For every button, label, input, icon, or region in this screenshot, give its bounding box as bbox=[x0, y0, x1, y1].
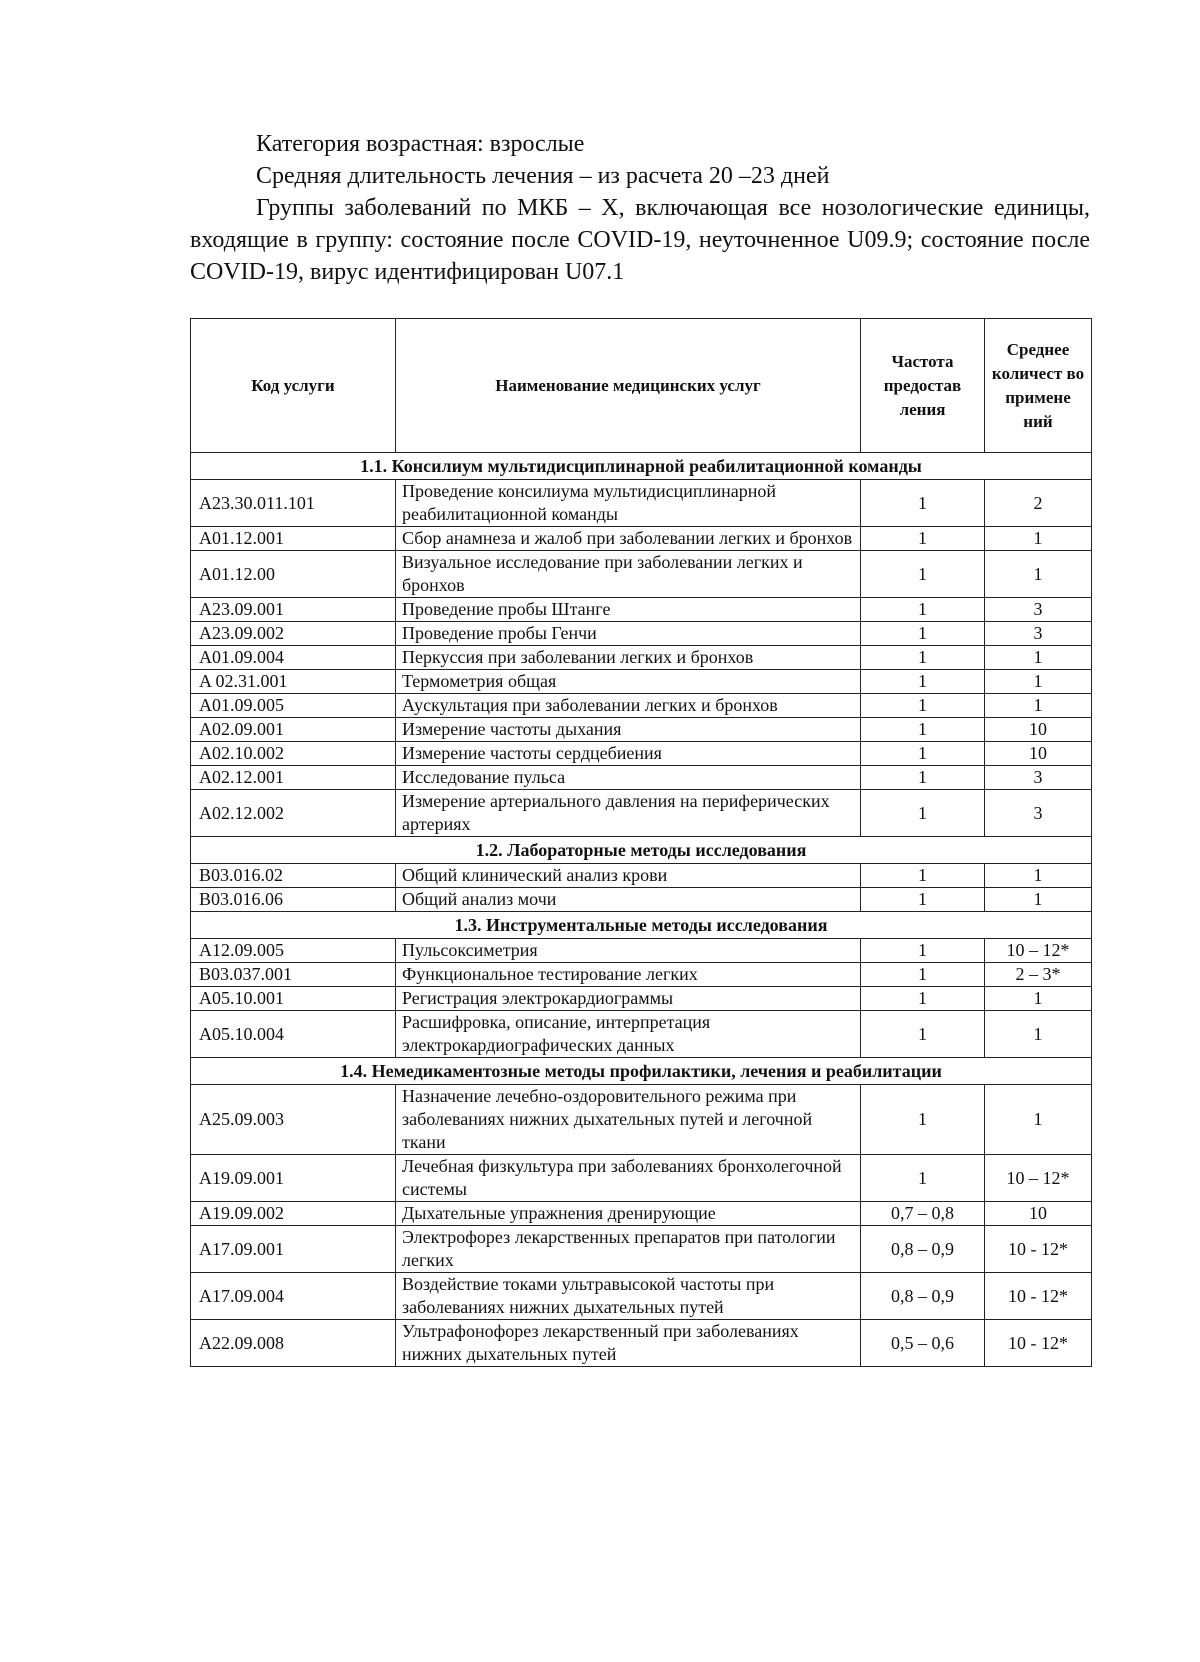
table-row bbox=[191, 646, 1092, 670]
intro-block bbox=[190, 128, 1090, 288]
table-row bbox=[191, 598, 1092, 622]
frequency-value: 1 bbox=[861, 694, 985, 718]
average-count-value: 10 – 12* bbox=[985, 1155, 1092, 1202]
table-row bbox=[191, 1011, 1092, 1058]
frequency-value: 0,8 – 0,9 bbox=[861, 1226, 985, 1273]
average-count-value: 10 - 12* bbox=[985, 1320, 1092, 1367]
frequency-value: 1 bbox=[861, 987, 985, 1011]
average-count-value: 1 bbox=[985, 694, 1092, 718]
service-code: A02.12.002 bbox=[191, 790, 396, 837]
service-code: A23.09.001 bbox=[191, 598, 396, 622]
service-code: A02.09.001 bbox=[191, 718, 396, 742]
service-code: A12.09.005 bbox=[191, 939, 396, 963]
frequency-value: 1 bbox=[861, 742, 985, 766]
average-count-value: 1 bbox=[985, 1085, 1092, 1155]
frequency-value: 1 bbox=[861, 864, 985, 888]
age-category: Категория возрастная: взрослые bbox=[256, 131, 585, 157]
service-code: A19.09.001 bbox=[191, 1155, 396, 1202]
section-title: 1.1. Консилиум мультидисциплинарной реабилитационной команды bbox=[191, 453, 1092, 480]
service-name: Проведение консилиума мультидисциплинарной реабилитационной команды bbox=[396, 480, 861, 527]
service-name: Воздействие токами ультравысокой частоты при заболеваниях нижних дыхательных путей bbox=[396, 1273, 861, 1320]
header-frequency: Частота предостав ления bbox=[861, 319, 985, 453]
frequency-value: 1 bbox=[861, 551, 985, 598]
average-count-value: 1 bbox=[985, 527, 1092, 551]
service-name: Дыхательные упражнения дренирующие bbox=[396, 1202, 861, 1226]
table-row bbox=[191, 1273, 1092, 1320]
header-row bbox=[191, 319, 1092, 453]
service-name: Функциональное тестирование легких bbox=[396, 963, 861, 987]
service-name: Общий клинический анализ крови bbox=[396, 864, 861, 888]
service-name: Перкуссия при заболевании легких и бронхов bbox=[396, 646, 861, 670]
table-row bbox=[191, 939, 1092, 963]
table-row bbox=[191, 718, 1092, 742]
service-name: Пульсоксиметрия bbox=[396, 939, 861, 963]
section-row bbox=[191, 453, 1092, 480]
header-average-count: Среднее количест во примене ний bbox=[985, 319, 1092, 453]
table-row bbox=[191, 1202, 1092, 1226]
frequency-value: 1 bbox=[861, 1155, 985, 1202]
frequency-value: 1 bbox=[861, 622, 985, 646]
average-count-value: 1 bbox=[985, 551, 1092, 598]
table-row bbox=[191, 987, 1092, 1011]
disease-groups: Группы заболеваний по МКБ – X, включающая все нозологические единицы, входящие в группу: состояние после COVID-19, неуточненное U09.9; состояние после COVID-19, вирус идентифицирован U07.1 bbox=[190, 195, 1090, 285]
service-code: A05.10.001 bbox=[191, 987, 396, 1011]
average-count-value: 1 bbox=[985, 670, 1092, 694]
table-row bbox=[191, 1085, 1092, 1155]
average-count-value: 10 bbox=[985, 742, 1092, 766]
service-code: B03.037.001 bbox=[191, 963, 396, 987]
average-count-value: 3 bbox=[985, 766, 1092, 790]
service-code: A23.09.002 bbox=[191, 622, 396, 646]
service-name: Сбор анамнеза и жалоб при заболевании легких и бронхов bbox=[396, 527, 861, 551]
header-name: Наименование медицинских услуг bbox=[396, 319, 861, 453]
frequency-value: 1 bbox=[861, 480, 985, 527]
service-code: A01.12.001 bbox=[191, 527, 396, 551]
average-count-value: 10 – 12* bbox=[985, 939, 1092, 963]
service-name: Проведение пробы Штанге bbox=[396, 598, 861, 622]
service-code: A23.30.011.101 bbox=[191, 480, 396, 527]
table-row bbox=[191, 1320, 1092, 1367]
table-row bbox=[191, 480, 1092, 527]
service-name: Измерение частоты дыхания bbox=[396, 718, 861, 742]
table-row bbox=[191, 790, 1092, 837]
average-count-value: 1 bbox=[985, 646, 1092, 670]
services-table bbox=[190, 318, 1092, 1367]
service-code: A22.09.008 bbox=[191, 1320, 396, 1367]
service-code: A01.09.005 bbox=[191, 694, 396, 718]
frequency-value: 1 bbox=[861, 888, 985, 912]
service-code: B03.016.02 bbox=[191, 864, 396, 888]
frequency-value: 1 bbox=[861, 646, 985, 670]
frequency-value: 1 bbox=[861, 1011, 985, 1058]
service-code: A02.12.001 bbox=[191, 766, 396, 790]
section-title: 1.4. Немедикаментозные методы профилактики, лечения и реабилитации bbox=[191, 1058, 1092, 1085]
service-name: Лечебная физкультура при заболеваниях бронхолегочной системы bbox=[396, 1155, 861, 1202]
table-row bbox=[191, 1155, 1092, 1202]
service-name: Ультрафонофорез лекарственный при заболеваниях нижних дыхательных путей bbox=[396, 1320, 861, 1367]
average-count-value: 1 bbox=[985, 864, 1092, 888]
service-code: A01.12.00 bbox=[191, 551, 396, 598]
table-row bbox=[191, 551, 1092, 598]
average-count-value: 10 - 12* bbox=[985, 1273, 1092, 1320]
service-code: A17.09.001 bbox=[191, 1226, 396, 1273]
service-code: A02.10.002 bbox=[191, 742, 396, 766]
frequency-value: 1 bbox=[861, 527, 985, 551]
service-code: A 02.31.001 bbox=[191, 670, 396, 694]
average-count-value: 3 bbox=[985, 622, 1092, 646]
header-code: Код услуги bbox=[191, 319, 396, 453]
average-count-value: 1 bbox=[985, 1011, 1092, 1058]
service-name: Общий анализ мочи bbox=[396, 888, 861, 912]
frequency-value: 1 bbox=[861, 598, 985, 622]
frequency-value: 1 bbox=[861, 1085, 985, 1155]
service-code: A19.09.002 bbox=[191, 1202, 396, 1226]
service-name: Назначение лечебно-оздоровительного режима при заболеваниях нижних дыхательных путей и легочной ткани bbox=[396, 1085, 861, 1155]
table-row bbox=[191, 742, 1092, 766]
table-row bbox=[191, 888, 1092, 912]
table-row bbox=[191, 963, 1092, 987]
service-name: Визуальное исследование при заболевании легких и бронхов bbox=[396, 551, 861, 598]
service-name: Термометрия общая bbox=[396, 670, 861, 694]
service-name: Электрофорез лекарственных препаратов при патологии легких bbox=[396, 1226, 861, 1273]
section-title: 1.3. Инструментальные методы исследования bbox=[191, 912, 1092, 939]
service-name: Расшифровка, описание, интерпретация электрокардиографических данных bbox=[396, 1011, 861, 1058]
frequency-value: 0,7 – 0,8 bbox=[861, 1202, 985, 1226]
section-row bbox=[191, 837, 1092, 864]
table-body bbox=[191, 453, 1092, 1367]
average-count-value: 3 bbox=[985, 598, 1092, 622]
frequency-value: 1 bbox=[861, 670, 985, 694]
section-row bbox=[191, 1058, 1092, 1085]
frequency-value: 1 bbox=[861, 963, 985, 987]
service-name: Исследование пульса bbox=[396, 766, 861, 790]
table-row bbox=[191, 527, 1092, 551]
service-name: Измерение частоты сердцебиения bbox=[396, 742, 861, 766]
table-row bbox=[191, 1226, 1092, 1273]
frequency-value: 1 bbox=[861, 790, 985, 837]
service-code: A25.09.003 bbox=[191, 1085, 396, 1155]
average-count-value: 10 bbox=[985, 1202, 1092, 1226]
section-row bbox=[191, 912, 1092, 939]
table-row bbox=[191, 694, 1092, 718]
frequency-value: 1 bbox=[861, 718, 985, 742]
section-title: 1.2. Лабораторные методы исследования bbox=[191, 837, 1092, 864]
average-count-value: 2 bbox=[985, 480, 1092, 527]
service-code: A17.09.004 bbox=[191, 1273, 396, 1320]
frequency-value: 0,5 – 0,6 bbox=[861, 1320, 985, 1367]
service-code: B03.016.06 bbox=[191, 888, 396, 912]
frequency-value: 1 bbox=[861, 939, 985, 963]
service-code: A01.09.004 bbox=[191, 646, 396, 670]
table-row bbox=[191, 670, 1092, 694]
table-row bbox=[191, 766, 1092, 790]
average-count-value: 1 bbox=[985, 987, 1092, 1011]
average-count-value: 10 - 12* bbox=[985, 1226, 1092, 1273]
average-count-value: 10 bbox=[985, 718, 1092, 742]
average-count-value: 1 bbox=[985, 888, 1092, 912]
average-count-value: 3 bbox=[985, 790, 1092, 837]
service-name: Аускультация при заболевании легких и бронхов bbox=[396, 694, 861, 718]
table-row bbox=[191, 622, 1092, 646]
service-code: A05.10.004 bbox=[191, 1011, 396, 1058]
frequency-value: 1 bbox=[861, 766, 985, 790]
service-name: Измерение артериального давления на периферических артериях bbox=[396, 790, 861, 837]
service-name: Проведение пробы Генчи bbox=[396, 622, 861, 646]
frequency-value: 0,8 – 0,9 bbox=[861, 1273, 985, 1320]
average-count-value: 2 – 3* bbox=[985, 963, 1092, 987]
table-row bbox=[191, 864, 1092, 888]
treatment-duration: Средняя длительность лечения – из расчета 20 –23 дней bbox=[256, 163, 830, 189]
service-name: Регистрация электрокардиограммы bbox=[396, 987, 861, 1011]
